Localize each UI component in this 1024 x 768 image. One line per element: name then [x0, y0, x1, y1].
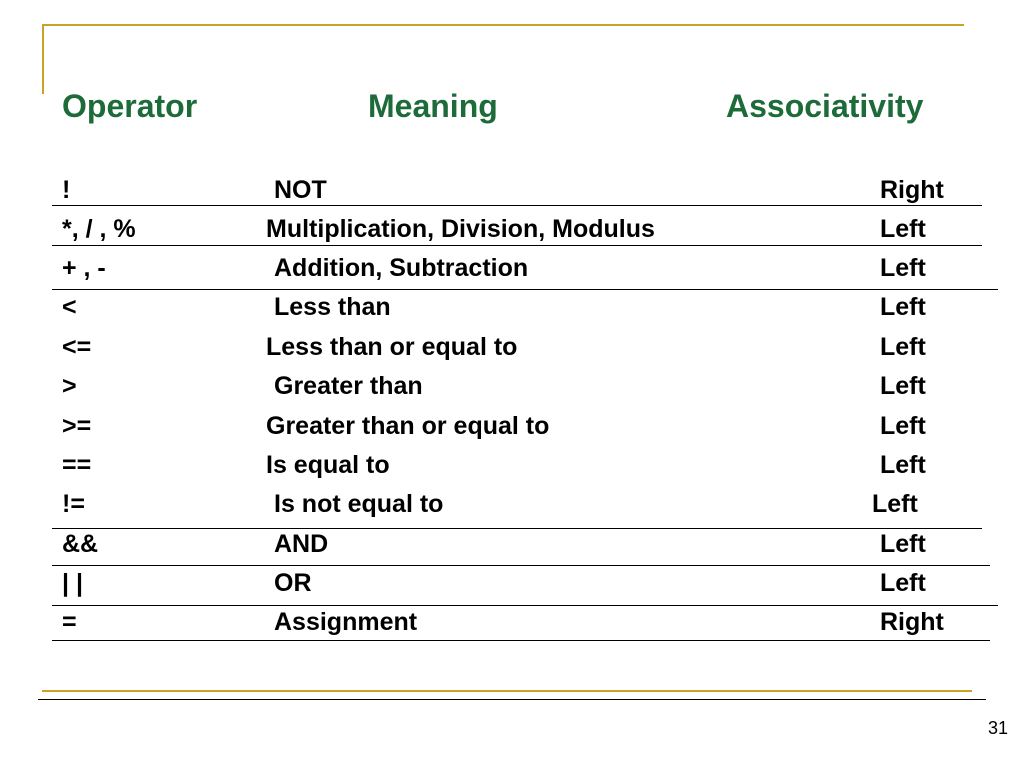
- meaning-cell: AND: [274, 530, 329, 558]
- bottom-rule: [38, 699, 986, 700]
- row-divider: [52, 289, 998, 290]
- meaning-cell: Less than: [274, 293, 391, 321]
- associativity-cell: Left: [880, 215, 926, 243]
- associativity-cell: Left: [880, 333, 926, 361]
- meaning-cell: Addition, Subtraction: [274, 254, 529, 282]
- associativity-cell: Left: [880, 569, 926, 597]
- row-divider: [52, 640, 990, 641]
- operator-cell: &&: [62, 530, 99, 558]
- meaning-cell: Greater than or equal to: [266, 412, 550, 440]
- associativity-cell: Left: [872, 490, 918, 518]
- table-row: [0, 530, 1024, 570]
- operator-cell: =: [62, 608, 77, 636]
- table-row: [0, 333, 1024, 373]
- operator-cell: !: [62, 176, 71, 204]
- table-row: [0, 215, 1024, 255]
- header-operator: Operator: [62, 88, 198, 124]
- row-divider: [52, 245, 982, 246]
- table-row: [0, 490, 1024, 530]
- table-header: [0, 88, 1024, 132]
- operator-cell: <=: [62, 333, 92, 361]
- page-number: 31: [987, 718, 1008, 738]
- operator-cell: >=: [62, 412, 92, 440]
- left-accent-line: [42, 24, 44, 94]
- table-row: [0, 293, 1024, 333]
- meaning-cell: NOT: [274, 176, 327, 204]
- meaning-cell: Less than or equal to: [266, 333, 518, 361]
- associativity-cell: Left: [880, 372, 926, 400]
- meaning-cell: Is not equal to: [274, 490, 444, 518]
- operator-cell: !=: [62, 490, 85, 518]
- associativity-cell: Left: [880, 412, 926, 440]
- associativity-cell: Left: [880, 293, 926, 321]
- operator-cell: >: [62, 372, 77, 400]
- associativity-cell: Left: [880, 451, 926, 479]
- bottom-accent-line: [42, 690, 972, 692]
- associativity-cell: Left: [880, 530, 926, 558]
- associativity-cell: Left: [880, 254, 926, 282]
- header-meaning: Meaning: [368, 88, 498, 124]
- operator-cell: | |: [62, 569, 83, 597]
- table-row: [0, 412, 1024, 452]
- meaning-cell: Is equal to: [266, 451, 390, 479]
- operator-cell: ==: [62, 451, 92, 479]
- meaning-cell: Assignment: [274, 608, 418, 636]
- meaning-cell: Greater than: [274, 372, 423, 400]
- table-row: [0, 372, 1024, 412]
- row-divider: [52, 528, 982, 529]
- table-row: [0, 608, 1024, 648]
- table-row: [0, 569, 1024, 609]
- table-row: [0, 254, 1024, 294]
- row-divider: [52, 565, 990, 566]
- associativity-cell: Right: [880, 608, 944, 636]
- associativity-cell: Right: [880, 176, 944, 204]
- table-row: [0, 451, 1024, 491]
- operator-cell: <: [62, 293, 77, 321]
- row-divider: [52, 605, 998, 606]
- operator-cell: + , -: [62, 254, 106, 282]
- header-associativity: Associativity: [726, 88, 924, 124]
- table-row: [0, 176, 1024, 216]
- operator-cell: *, / , %: [62, 215, 136, 243]
- top-accent-line: [42, 24, 964, 26]
- row-divider: [52, 205, 982, 206]
- meaning-cell: OR: [274, 569, 312, 597]
- meaning-cell: Multiplication, Division, Modulus: [266, 215, 655, 243]
